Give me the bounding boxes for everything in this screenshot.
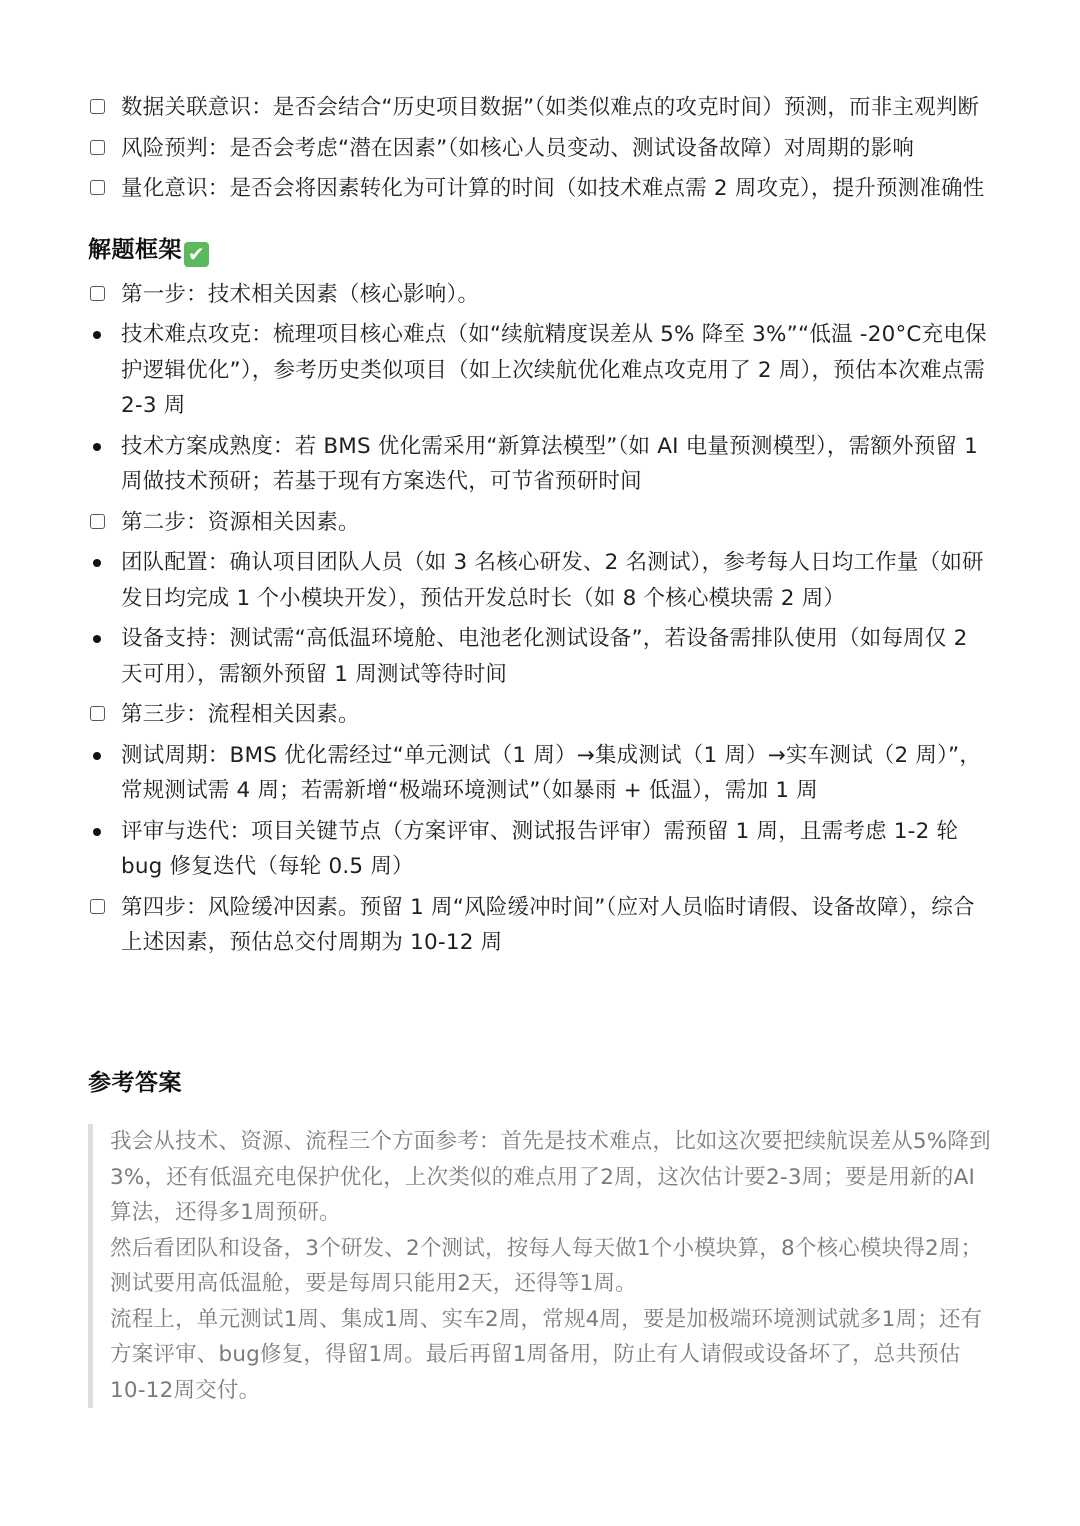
framework-bullet: [88, 738, 992, 809]
checklist-item-text: 量化意识：是否会将因素转化为可计算的时间（如技术难点需 2 周攻克），提升预测准确性: [121, 176, 985, 201]
framework-bullet: [88, 429, 992, 500]
reference-blockquote: [88, 1124, 992, 1408]
bullet-icon: [93, 828, 101, 836]
checkbox[interactable]: [90, 140, 105, 155]
bullet-text: 设备支持：测试需“高低温环境舱、电池老化测试设备”，若设备需排队使用（如每周仅 2 天可用），需额外预留 1 周测试等待时间: [121, 626, 968, 687]
checkbox[interactable]: [90, 286, 105, 301]
bullet-icon: [93, 559, 101, 567]
bullet-text: 团队配置：确认项目团队人员（如 3 名核心研发、2 名测试），参考每人日均工作量（如研发日均完成 1 个小模块开发），预估开发总时长（如 8 个核心模块需 2 周）: [121, 550, 984, 611]
checkbox[interactable]: [90, 514, 105, 529]
framework-title: 解题框架: [88, 236, 182, 263]
framework-step: [88, 505, 992, 541]
bullet-icon: [93, 752, 101, 760]
checkbox[interactable]: [90, 180, 105, 195]
framework-bullet: [88, 545, 992, 616]
bullet-text: 技术方案成熟度：若 BMS 优化需采用“新算法模型”（如 AI 电量预测模型），需额外预留 1 周做技术预研；若基于现有方案迭代，可节省预研时间: [121, 433, 979, 494]
bullet-text: 技术难点攻克：梳理项目核心难点（如“续航精度误差从 5% 降至 3%”“低温 -20°C充电保护逻辑优化”），参考历史类似项目（如上次续航优化难点攻克用了 2 周），预估本次难点需 2-3 周: [121, 322, 987, 418]
framework-bullet: [88, 814, 992, 885]
framework-bullet: [88, 317, 992, 424]
framework-step: [88, 697, 992, 733]
framework-list: [88, 277, 992, 961]
top-checklist: [88, 90, 992, 207]
checkbox[interactable]: [90, 99, 105, 114]
checklist-item: [88, 90, 992, 126]
bullet-icon: [93, 635, 101, 643]
framework-step: [88, 277, 992, 313]
bullet-icon: [93, 443, 101, 451]
bullet-text: 测试周期：BMS 优化需经过“单元测试（1 周）→集成测试（1 周）→实车测试（2 周）”，常规测试需 4 周；若需新增“极端环境测试”（如暴雨 + 低温），需加 1 周: [121, 742, 982, 803]
reference-heading: 参考答案: [88, 1070, 182, 1096]
checklist-item-text: 数据关联意识：是否会结合“历史项目数据”（如类似难点的攻克时间）预测，而非主观判断: [121, 95, 980, 120]
reference-paragraph: 流程上，单元测试1周、集成1周、实车2周，常规4周，要是加极端环境测试就多1周；还有方案评审、bug修复，得留1周。最后再留1周备用，防止有人请假或设备坏了，总共预估10-12周交付。: [110, 1306, 983, 1403]
checkbox[interactable]: [90, 899, 105, 914]
reference-paragraph: 然后看团队和设备，3个研发、2个测试，按每人每天做1个小模块算，8个核心模块得2周；测试要用高低温舱，要是每周只能用2天，还得等1周。: [110, 1235, 983, 1296]
bullet-icon: [93, 331, 101, 339]
framework-bullet: [88, 621, 992, 692]
checklist-item-text: 风险预判：是否会考虑“潜在因素”（如核心人员变动、测试设备故障）对周期的影响: [121, 135, 915, 161]
step-text: 第四步：风险缓冲因素。预留 1 周“风险缓冲时间”（应对人员临时请假、设备故障），综合上述因素，预估总交付周期为 10-12 周: [121, 894, 975, 955]
document-body: [88, 90, 992, 966]
checklist-item: [88, 131, 992, 167]
check-mark-icon: ✔: [184, 242, 209, 267]
framework-heading: [88, 233, 992, 267]
bullet-text: 评审与迭代：项目关键节点（方案评审、测试报告评审）需预留 1 周，且需考虑 1-2 轮 bug 修复迭代（每轮 0.5 周）: [121, 818, 959, 879]
reference-paragraph: 我会从技术、资源、流程三个方面参考：首先是技术难点，比如这次要把续航误差从5%降到3%，还有低温充电保护优化，上次类似的难点用了2周，这次估计要2-3周；要是用新的AI算法，还得多1周预研。: [110, 1129, 991, 1225]
step-text: 第二步：资源相关因素。: [121, 509, 360, 535]
checkbox[interactable]: [90, 706, 105, 721]
framework-step: [88, 890, 992, 961]
step-text: 第三步：流程相关因素。: [121, 702, 360, 727]
checklist-item: [88, 171, 992, 207]
step-text: 第一步：技术相关因素（核心影响）。: [121, 281, 480, 307]
